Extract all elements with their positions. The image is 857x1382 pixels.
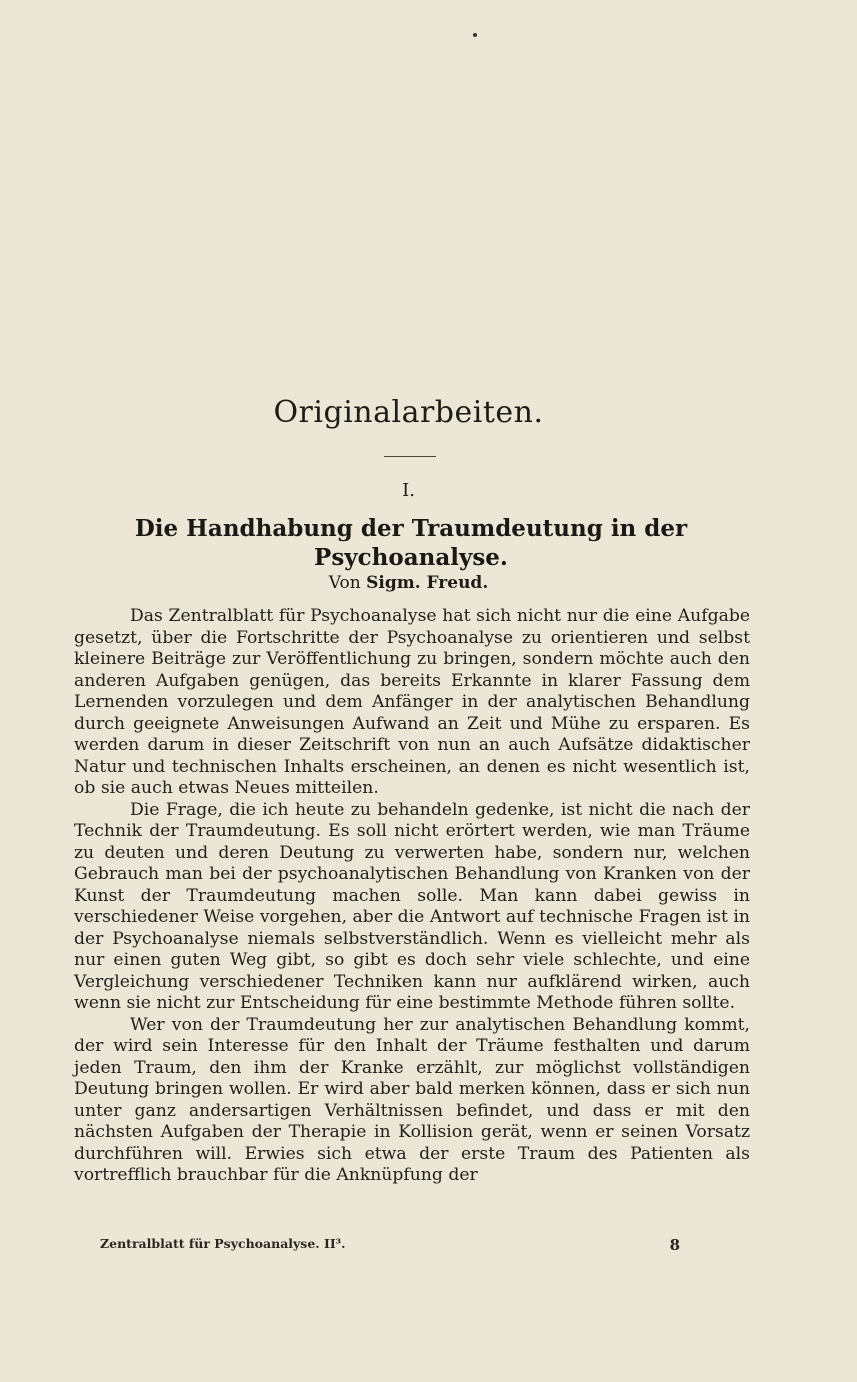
article-body — [74, 606, 750, 1187]
page-footer — [100, 1236, 680, 1254]
byline-prefix: Von — [328, 573, 361, 593]
paragraph-1: Das Zentralblatt für Psychoanalyse hat sich nicht nur die eine Aufgabe gesetzt, über die Fortschritte der Psychoanalyse zu orientieren und selbst kleinere Beiträge zur Veröffentlichung zu bringen, sondern möchte auch den anderen Aufgaben genügen, das bereits Erkannte in klarer Fassung dem Lernenden vorzulegen und dem Anfänger in der analytischen Behandlung durch geeignete Anweisungen Aufwand an Zeit und Mühe zu ersparen. Es werden darum in dieser Zeitschrift von nun an auch Aufsätze didaktischer Natur und technischen Inhalts erscheinen, an denen es nicht wesentlich ist, ob sie auch etwas Neues mitteilen. — [74, 606, 750, 798]
page-number: 8 — [669, 1236, 680, 1254]
article-title: Die Handhabung der Traumdeutung in der Psychoanalyse. — [134, 515, 688, 571]
divider-rule — [384, 456, 436, 457]
paragraph-2: Die Frage, die ich heute zu behandeln gedenke, ist nicht die nach der Technik der Traumdeutung. Es soll nicht erörtert werden, wie man Träume zu deuten und deren Deutung zu verwerten habe, sondern nur, welchen Gebrauch man bei der psychoanalytischen Behandlung von Kranken von der Kunst der Traumdeutung machen solle. Man kann dabei gewiss in verschiedener Weise vorgehen, aber die Antwort auf technische Fragen ist in der Psychoanalyse niemals selbstverständlich. Wenn es vielleicht mehr als nur einen guten Weg gibt, so gibt es doch sehr viele schlechte, und eine Vergleichung verschiedener Techniken kann nur aufklärend wirken, auch wenn sie nicht zur Entscheidung für eine bestimmte Methode führen sollte. — [74, 799, 750, 1013]
print-mark — [473, 33, 477, 37]
byline — [0, 573, 817, 593]
article-number: I. — [402, 480, 415, 501]
footer-journal: Zentralblatt für Psychoanalyse. II³. — [100, 1236, 346, 1251]
byline-author: Sigm. Freud. — [366, 573, 489, 593]
section-heading: Originalarbeiten. — [273, 395, 544, 430]
paragraph-3: Wer von der Traumdeutung her zur analytischen Behandlung kommt, der wird sein Interesse für den Inhalt der Träume festhalten und darum jeden Traum, den ihm der Kranke erzählt, zur möglichst vollständigen Deutung bringen wollen. Er wird aber bald merken können, dass er sich nun unter ganz andersartigen Verhältnissen befindet, und dass er mit den nächsten Aufgaben der Therapie in Kollision gerät, wenn er seinen Vorsatz durchführen will. Erwies sich etwa der erste Traum des Patienten als vortrefflich brauchbar für die Anknüpfung der — [74, 1014, 750, 1185]
